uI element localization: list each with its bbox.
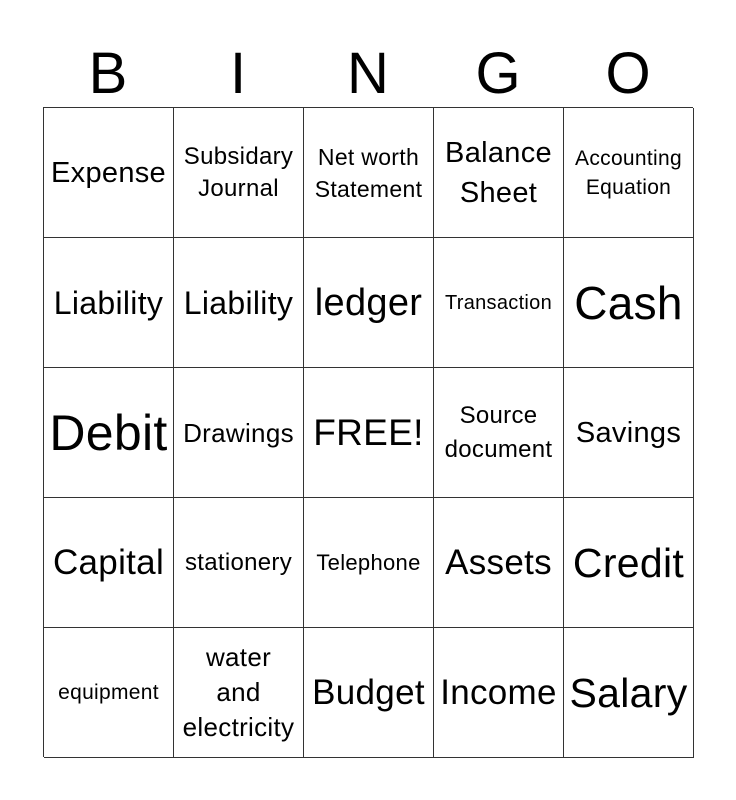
cell-text: Salary	[569, 669, 688, 716]
bingo-header	[43, 40, 693, 108]
cell-text: Telephone	[316, 549, 421, 575]
cell-text: Cash	[574, 276, 683, 329]
cell-text: FREE!	[313, 411, 424, 453]
cell-text: Balance Sheet	[445, 136, 552, 209]
bingo-cell	[174, 628, 304, 758]
bingo-cell	[304, 108, 434, 238]
cell-text: Assets	[445, 542, 552, 582]
bingo-cell	[304, 238, 434, 368]
cell-text: Source document	[444, 401, 553, 463]
header-letter-i: I	[229, 41, 247, 106]
cell-text: equipment	[58, 680, 159, 704]
cell-text: Subsidary Journal	[183, 142, 294, 202]
header-letter-n: N	[347, 41, 389, 106]
cell-text: Liability	[53, 284, 164, 321]
bingo-board	[43, 107, 693, 757]
bingo-cell	[434, 368, 564, 498]
bingo-cell	[434, 498, 564, 628]
cell-text: water and electricity	[182, 642, 295, 742]
bingo-cell free-space	[304, 368, 434, 498]
bingo-cell	[564, 368, 694, 498]
cell-text: Income	[440, 672, 557, 712]
bingo-cell	[174, 238, 304, 368]
bingo-cell	[174, 108, 304, 238]
cell-text: Drawings	[183, 417, 294, 448]
bingo-cell	[44, 628, 174, 758]
bingo-cell	[44, 238, 174, 368]
bingo-cell	[44, 108, 174, 238]
bingo-cell	[44, 498, 174, 628]
bingo-cell	[564, 498, 694, 628]
cell-text: Net worth Statement	[314, 143, 423, 202]
bingo-cell	[174, 498, 304, 628]
bingo-cell	[174, 368, 304, 498]
header-letter-g: G	[475, 41, 521, 106]
cell-text: Debit	[49, 404, 168, 461]
cell-text: Budget	[312, 672, 425, 712]
bingo-cell	[304, 628, 434, 758]
bingo-cell	[434, 238, 564, 368]
bingo-cell	[304, 498, 434, 628]
cell-text: ledger	[314, 281, 423, 324]
bingo-cell	[564, 238, 694, 368]
cell-text: stationery	[184, 548, 293, 576]
bingo-cell	[44, 368, 174, 498]
cell-text: Savings	[575, 416, 682, 449]
cell-text: Transaction	[444, 291, 553, 314]
cell-text: Expense	[51, 156, 166, 189]
cell-text: Capital	[52, 542, 165, 582]
bingo-cell	[434, 108, 564, 238]
cell-text: Credit	[572, 539, 685, 586]
header-letter-o: O	[605, 41, 651, 106]
header-letter-b: B	[88, 41, 128, 106]
cell-text: Accounting Equation	[575, 146, 682, 199]
bingo-cell	[564, 628, 694, 758]
bingo-cell	[564, 108, 694, 238]
cell-text: Liability	[183, 284, 294, 321]
bingo-cell	[434, 628, 564, 758]
